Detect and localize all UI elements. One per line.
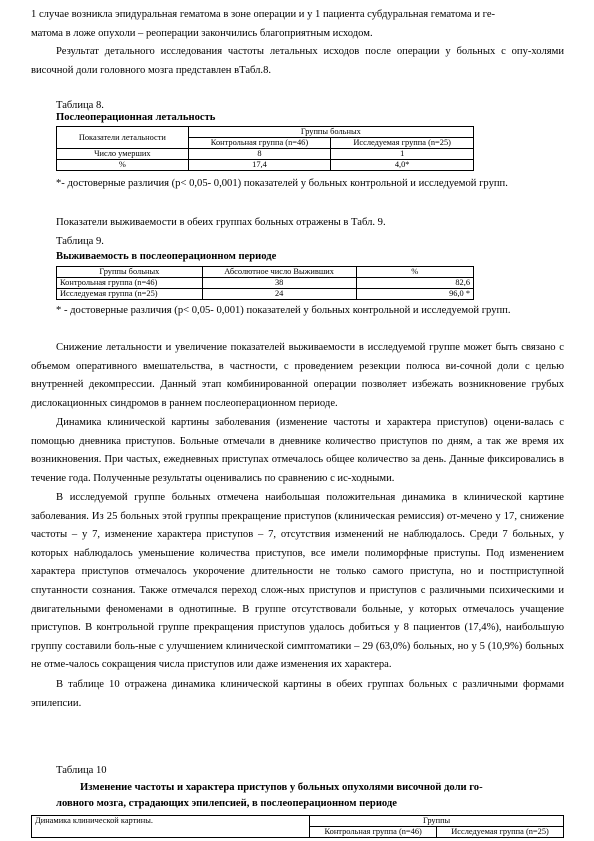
table8-cell-control: 8 bbox=[188, 149, 331, 160]
table10-title-line-1: Изменение частоты и характера приступов у больных опухолями височной доли го- bbox=[80, 782, 483, 793]
table8-row-label: Число умерших bbox=[57, 149, 189, 160]
table-row bbox=[57, 149, 474, 160]
table9-header-abs: Абсолютное число Выживших bbox=[202, 267, 356, 278]
paragraph-decompression: Снижение летальности и увеличение показателей выживаемости в исследуемой группе может быть связано с объемом оперативного вмешательства, в частности, с проведением резекции полюса ви-сочной доли с целью внутренней декомпрессии. Данный этап комбинированной операции позволяет избежать возникновение грубых дислокационных синдромов в раннем послеоперационном периоде. bbox=[31, 342, 564, 409]
table-row bbox=[57, 160, 474, 171]
table10-caption: Таблица 10 bbox=[56, 765, 107, 776]
table10-header-dynamics: Динамика клинической картины. bbox=[32, 816, 310, 838]
table9-note: * - достоверные различия (p< 0,05- 0,001) показателей у больных контрольной и исследуемой групп. bbox=[56, 305, 511, 316]
table10 bbox=[31, 815, 564, 838]
table9-cell-pct: 82,6 bbox=[356, 278, 473, 289]
table-row bbox=[57, 289, 474, 300]
paragraph-study-group: В исследуемой группе больных отмечена наибольшая положительная динамика в клинической картине заболевания. Из 25 больных этой группы прекращение приступов (клиническая ремиссия) от-мечено у 17, снижение частоты – у 7, изменение характера приступов – 7, отсутствия изменений не наблюдалось. Среди 7 больных, у которых наблюдалось уменьшение количества приступов, все имели полиморфные приступы. Под изменением характера приступов отмечалось укорочение длительности не только самого приступа, но и постприступной спутанности сознания. Также отмечался переход слож-ных приступов и приступов с различными психическими и двигательными феноменами в однотипные. В группе отсутствовали больные, у которых отмечалось учащение приступов. В контрольной группе прекращения приступов удалось добиться у 8 пациентов (17,4%), наибольшую группу составили боль-ные с улучшением клинической симптоматики – 29 (63,0%) больных, но у 5 (10,9%) больных не отме-чалось сокращения числа приступов или даже изменения их характера. bbox=[31, 492, 564, 671]
survival-intro: Показатели выживаемости в обеих группах больных отражены в Табл. 9. bbox=[56, 217, 386, 228]
table9-cell-abs: 38 bbox=[202, 278, 356, 289]
table10-header-study: Исследуемая группа (n=25) bbox=[437, 827, 564, 838]
table-row bbox=[57, 278, 474, 289]
table8-caption: Таблица 8. bbox=[56, 100, 104, 111]
table9-cell-group: Исследуемая группа (n=25) bbox=[57, 289, 203, 300]
intro-line-2: матома в ложе опухоли – реоперации закончились благоприятным исходом. bbox=[31, 28, 373, 39]
table9-header-pct: % bbox=[356, 267, 473, 278]
table8-header-control: Контрольная группа (n=46) bbox=[188, 138, 331, 149]
table8 bbox=[56, 126, 474, 171]
table9-header-groups: Группы больных bbox=[57, 267, 203, 278]
table10-title-line-2: ловного мозга, страдающих эпилепсией, в послеоперационном периоде bbox=[56, 798, 397, 809]
table9-cell-abs: 24 bbox=[202, 289, 356, 300]
table8-cell-control: 17,4 bbox=[188, 160, 331, 171]
paragraph-seizure-diary: Динамика клинической картины заболевания (изменение частоты и характера приступов) оцени-валась с помощью дневника приступов. Больные отмечали в дневнике количество приступов по дням, а так же время их возникновения. При частых, ежедневных приступах отмечалось общее количество за день. Данные фиксировались в течение года. Полученные результаты оценивались по сравнению с ис-ходными. bbox=[31, 417, 564, 484]
table8-cell-study: 4,0* bbox=[331, 160, 474, 171]
table9-cell-pct: 96,0 * bbox=[356, 289, 473, 300]
table10-header-groups: Группы bbox=[310, 816, 564, 827]
table8-note: *- достоверные различия (p< 0,05- 0,001) показателей у больных контрольной и исследуемой групп. bbox=[56, 178, 508, 189]
intro-line-1: 1 случае возникла эпидуральная гематома в зоне операции и у 1 пациента субдуральная гематома и ге- bbox=[31, 9, 496, 20]
table9 bbox=[56, 266, 474, 300]
table8-header-groups: Группы больных bbox=[188, 127, 473, 138]
table8-header-study: Исследуемая группа (n=25) bbox=[331, 138, 474, 149]
table9-title: Выживаемость в послеоперационном периоде bbox=[56, 251, 277, 262]
table8-row-label: % bbox=[57, 160, 189, 171]
intro-paragraph: Результат детального исследования частоты летальных исходов после операции у больных с опу-холями височной доли головного мозга представлен вТабл.8. bbox=[31, 46, 564, 76]
table10-header-control: Контрольная группа (n=46) bbox=[310, 827, 437, 838]
paragraph-table10-intro: В таблице 10 отражена динамика клинической картины в обеих группах больных с различными формами эпилепсии. bbox=[31, 679, 564, 709]
table9-cell-group: Контрольная группа (n=46) bbox=[57, 278, 203, 289]
table9-caption: Таблица 9. bbox=[56, 236, 104, 247]
table8-header-indicator: Показатели летальности bbox=[57, 127, 189, 149]
table8-title: Послеоперационная летальность bbox=[56, 112, 216, 123]
table8-cell-study: 1 bbox=[331, 149, 474, 160]
